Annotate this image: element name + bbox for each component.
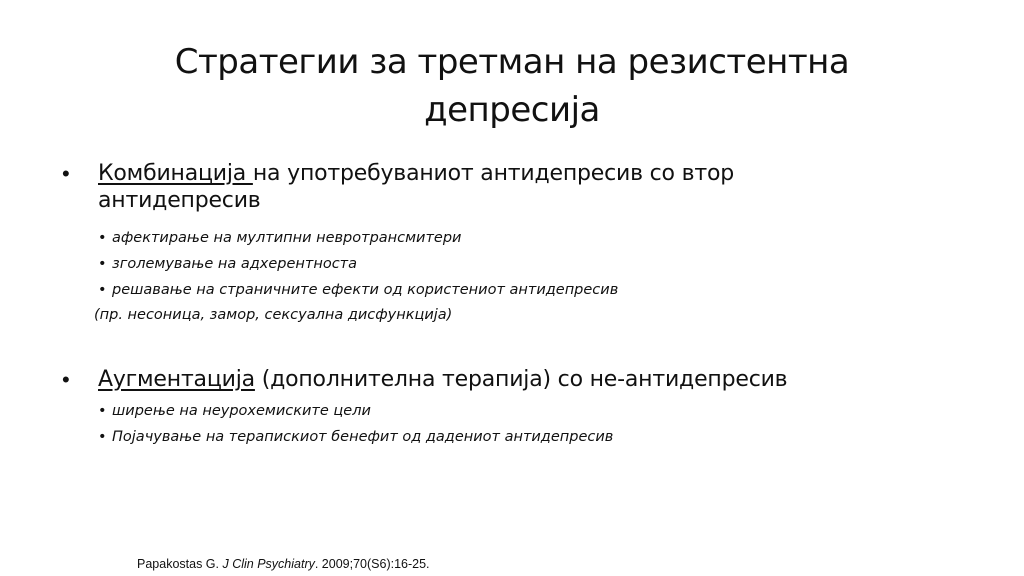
sub-item-text: Појачување на терапискиот бенефит од дадениот антидепресив: [112, 429, 614, 445]
combination-description-line-2: антидепресив: [98, 188, 261, 213]
slide-title: [0, 38, 1024, 134]
augmentation-description: (дополнителна терапија) со не-антидепресив: [254, 367, 788, 392]
side-effects-examples: (пр. несоница, замор, сексуална дисфункција): [94, 307, 453, 323]
sub-item: [98, 280, 618, 300]
citation-journal: J Clin Psychiatry: [222, 557, 315, 571]
sub-item-text: зголемување на адхерентноста: [112, 256, 357, 272]
sub-bullet-dot: •: [98, 282, 107, 298]
combination-term: Комбинација: [98, 161, 253, 186]
sub-bullet-dot: •: [98, 403, 107, 419]
sub-item: [98, 401, 371, 421]
sub-item-text: решавање на страничните ефекти од користениот антидепресив: [112, 282, 619, 298]
sub-item-text: ширење на неурохемиските цели: [112, 403, 371, 419]
bullet-marker-1: •: [62, 161, 70, 186]
citation: [137, 556, 430, 572]
sub-item-text: афектирање на мултипни невротрансмитери: [112, 230, 462, 246]
sub-item: [98, 427, 613, 447]
sub-bullet-dot: •: [98, 429, 107, 445]
bullet-augmentation: [98, 366, 978, 393]
bullet-marker-2: •: [62, 367, 70, 392]
sub-item: [98, 228, 461, 248]
bullet-combination: [98, 160, 978, 214]
citation-details: . 2009;70(S6):16-25.: [314, 557, 430, 571]
sub-bullet-dot: •: [98, 256, 107, 272]
combination-description: на употребуваниот антидепресив со втор: [252, 161, 735, 186]
sub-bullet-dot: •: [98, 230, 107, 246]
augmentation-term: Аугментација: [98, 367, 255, 392]
citation-author: Papakostas G.: [137, 557, 223, 571]
sub-item: [98, 254, 357, 274]
slide-title-line-2: депресија: [424, 90, 600, 130]
slide-title-line-1: Стратегии за третман на резистентна: [174, 42, 850, 82]
